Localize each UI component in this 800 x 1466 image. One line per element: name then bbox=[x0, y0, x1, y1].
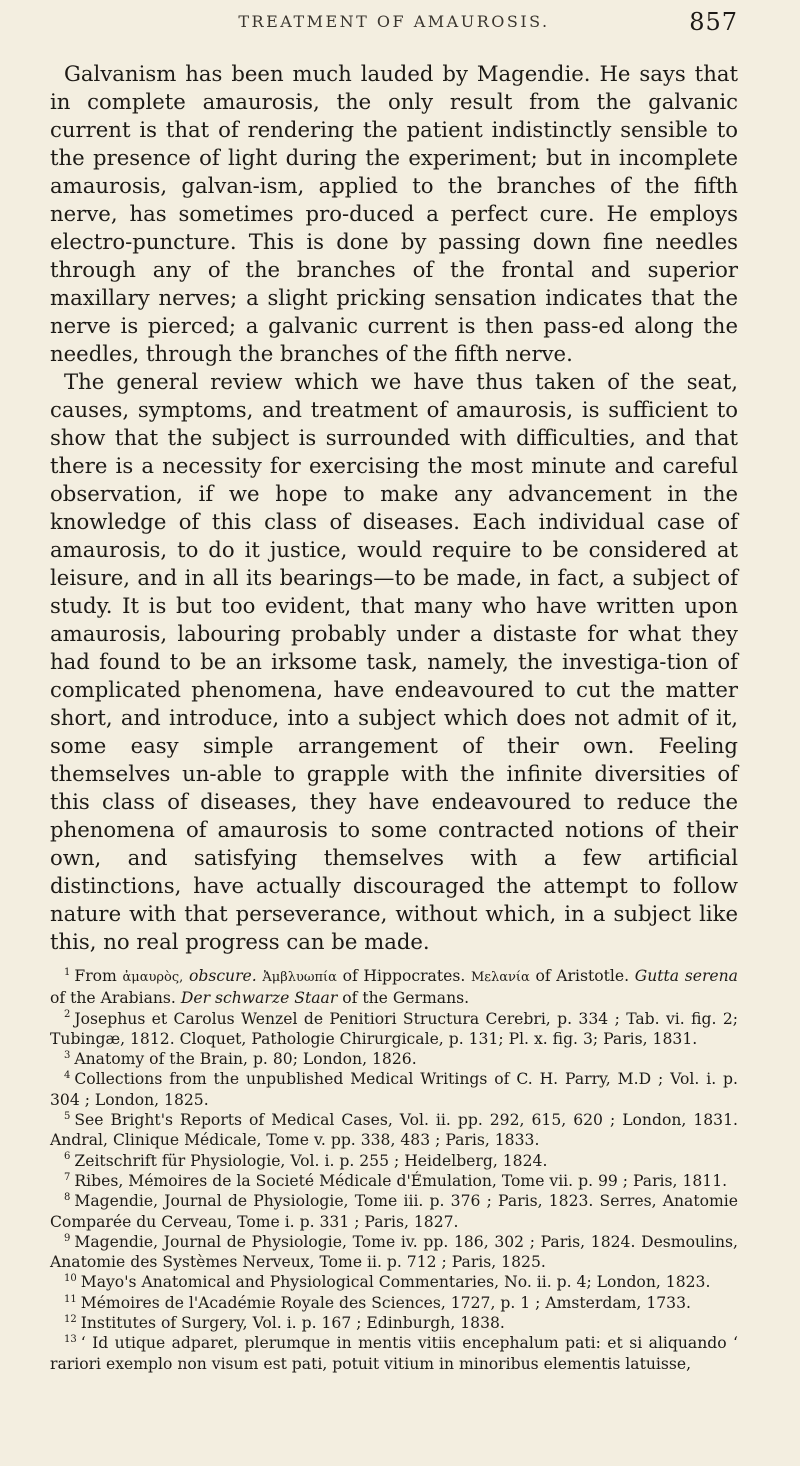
footnote-number: 12 bbox=[64, 1313, 77, 1325]
footnote bbox=[50, 1313, 738, 1333]
footnote-number: 9 bbox=[64, 1232, 71, 1244]
footnote-text: Mayo's Anatomical and Physiological Commentaries, No. ii. p. 4; London, 1823. bbox=[80, 1273, 711, 1292]
footnote-text: From bbox=[74, 967, 123, 985]
footnote bbox=[50, 1009, 738, 1050]
footnote-text: of the Germans. bbox=[337, 989, 470, 1008]
footnote bbox=[50, 1232, 738, 1273]
footnote-italic: obscure. bbox=[188, 967, 257, 985]
footnote-text: of Aristotle. bbox=[529, 967, 635, 985]
footnote-number: 1 bbox=[64, 966, 71, 978]
footnote-number: 7 bbox=[64, 1171, 71, 1183]
footnote bbox=[50, 1191, 738, 1232]
footnote-number: 5 bbox=[64, 1110, 71, 1122]
footnote-number: 3 bbox=[64, 1050, 71, 1061]
footnote-text: Josephus et Carolus Wenzel de Penitiori Structura Cerebri, p. 334 ; Tab. vi. fig. 2; Tubingæ, 1812. Cloquet, Pathologie Chirurgicale, p. 131; Pl. x. fig. 3; Paris, 1831. bbox=[50, 1009, 738, 1048]
footnote-italic: Der schwarze Staar bbox=[180, 989, 338, 1008]
running-head: TREATMENT OF AMAUROSIS. bbox=[238, 12, 550, 31]
footnote-text: Institutes of Surgery, Vol. i. p. 167 ; Edinburgh, 1838. bbox=[80, 1314, 505, 1333]
footnote bbox=[50, 966, 738, 1009]
footnote-number: 2 bbox=[64, 1009, 71, 1021]
footnote bbox=[50, 1069, 738, 1110]
footnote-text: Zeitschrift für Physiologie, Vol. i. p. 255 ; Heidelberg, 1824. bbox=[74, 1151, 548, 1170]
footnote-text: of Hippocrates. bbox=[336, 967, 471, 985]
page-header bbox=[50, 0, 738, 60]
footnote bbox=[50, 1293, 738, 1313]
footnote-number: 10 bbox=[64, 1273, 77, 1285]
footnote-text: See Bright's Reports of Medical Cases, Vol. ii. pp. 292, 615, 620 ; London, 1831. Andral, Clinique Médicale, Tome v. pp. 338, 483 ; Paris, 1833. bbox=[50, 1111, 738, 1150]
paragraph: The general review which we have thus taken of the seat, causes, symptoms, and treatment of amaurosis, is sufficient to show that the subject is surrounded with difficulties, and that there is a necessity for exercising the most minute and careful observation, if we hope to make any advancement in the knowledge of this class of diseases. Each individual case of amaurosis, to do it justice, would require to be considered at leisure, and in all its bearings—to be made, in fact, a subject of study. It is but too evident, that many who have written upon amaurosis, labouring probably under a distaste for what they had found to be an irksome task, namely, the investiga-tion of complicated phenomena, have endeavoured to cut the matter short, and introduce, into a subject which does not admit of it, some easy simple arrangement of their own. Feeling themselves un-able to grapple with the infinite diversities of this class of diseases, they have endeavoured to reduce the phenomena of amaurosis to some contracted notions of their own, and satisfying themselves with a few artificial distinctions, have actually discouraged the attempt to follow nature with that perseverance, without which, in a subject like this, no real progress can be made. bbox=[50, 369, 738, 954]
paragraph: Galvanism has been much lauded by Magendie. He says that in complete amaurosis, the only result from the galvanic current is that of rendering the patient indistinctly sensible to the presence of light during the experiment; but in incomplete amaurosis, galvan-ism, applied to the branches of the fifth nerve, has sometimes pro-duced a perfect cure. He employs electro-puncture. This is done by passing down fine needles through any of the branches of the frontal and superior maxillary nerves; a slight pricking sensation indicates that the nerve is pierced; a galvanic current is then pass-ed along the needles, through the branches of the fifth nerve. bbox=[50, 61, 738, 366]
greek-word: Ἀμβλυωπία bbox=[262, 970, 337, 985]
footnote bbox=[50, 1151, 738, 1171]
footnote bbox=[50, 1049, 738, 1069]
footnote-text: of the Arabians. bbox=[50, 989, 181, 1008]
footnote-number: 13 bbox=[64, 1334, 77, 1346]
footnote bbox=[50, 1272, 738, 1292]
footnote-number: 8 bbox=[64, 1192, 71, 1204]
footnote-number: 6 bbox=[64, 1151, 71, 1163]
footnote bbox=[50, 1171, 738, 1191]
footnote-text: Mémoires de l'Académie Royale des Sciences, 1727, p. 1 ; Amsterdam, 1733. bbox=[80, 1293, 691, 1312]
footnote-italic: Gutta serena bbox=[634, 967, 738, 985]
footnote-text: Anatomy of the Brain, p. 80; London, 1826. bbox=[74, 1050, 417, 1069]
footnote-text: Magendie, Journal de Physiologie, Tome iii. p. 376 ; Paris, 1823. Serres, Anatomie Comparée du Cerveau, Tome i. p. 331 ; Paris, 1827. bbox=[50, 1192, 738, 1231]
footnote bbox=[50, 1333, 738, 1374]
greek-word: Μελανία bbox=[470, 970, 530, 985]
footnote bbox=[50, 1110, 738, 1151]
footnotes bbox=[50, 966, 738, 1374]
footnote-number: 4 bbox=[64, 1070, 71, 1082]
footnote-text: Collections from the unpublished Medical Writings of C. H. Parry, M.D ; Vol. i. p. 304 ; London, 1825. bbox=[50, 1070, 738, 1109]
footnote-number: 11 bbox=[64, 1293, 77, 1305]
body-text bbox=[50, 60, 738, 956]
footnote-text: ‘ Id utique adparet, plerumque in mentis vitiis encephalum pati: et si aliquando ‘ rariori exemplo non visum est pati, potuit vitium in minoribus elementis latuisse, bbox=[50, 1334, 738, 1373]
page-number: 857 bbox=[689, 8, 738, 36]
greek-word: ἀμαυρὸς, bbox=[122, 970, 184, 985]
footnote-text: Magendie, Journal de Physiologie, Tome iv. pp. 186, 302 ; Paris, 1824. Desmoulins, Anatomie des Systèmes Nerveux, Tome ii. p. 712 ; Paris, 1825. bbox=[50, 1232, 738, 1272]
footnote-text: Ribes, Mémoires de la Societé Médicale d'Émulation, Tome vii. p. 99 ; Paris, 1811. bbox=[74, 1171, 728, 1190]
